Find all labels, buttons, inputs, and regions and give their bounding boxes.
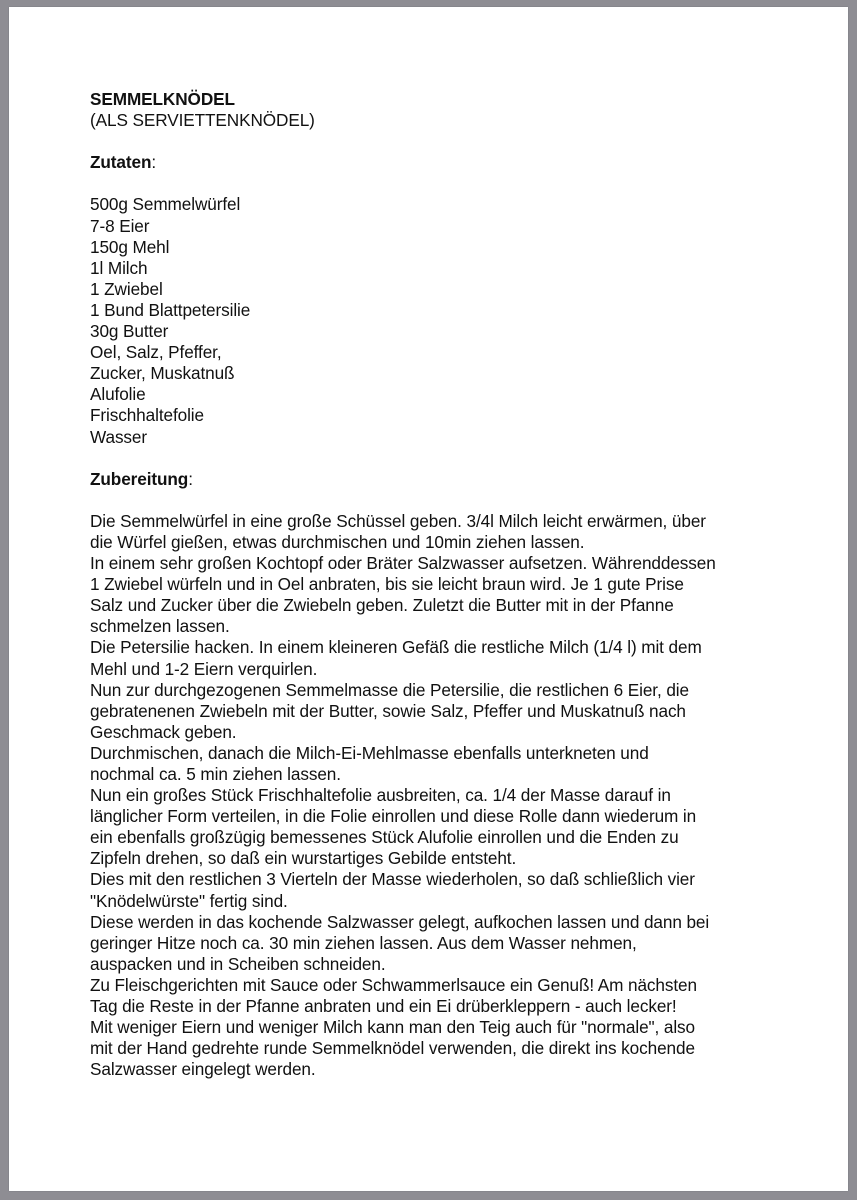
preparation-text xyxy=(90,511,790,1081)
spacer xyxy=(90,448,790,469)
preparation-line: Tag die Reste in der Pfanne anbraten und ein Ei drüberkleppern - auch lecker! xyxy=(90,996,677,1017)
ingredient-item: 7-8 Eier xyxy=(90,215,150,236)
ingredient-item: 1 Zwiebel xyxy=(90,278,163,299)
preparation-line: Zu Fleischgerichten mit Sauce oder Schwammerlsauce ein Genuß! Am nächsten xyxy=(90,974,697,995)
preparation-line: In einem sehr großen Kochtopf oder Bräter Salzwasser aufsetzen. Währenddessen xyxy=(90,553,716,574)
ingredient-item: Zucker, Muskatnuß xyxy=(90,363,235,384)
preparation-line: Mehl und 1-2 Eiern verquirlen. xyxy=(90,658,318,679)
preparation-line: schmelzen lassen. xyxy=(90,616,230,637)
ingredient-item: Wasser xyxy=(90,426,148,447)
preparation-line: die Würfel gießen, etwas durchmischen und 10min ziehen lassen. xyxy=(90,531,585,552)
ingredients-heading-colon: : xyxy=(151,152,157,173)
recipe-subtitle: (ALS SERVIETTENKNÖDEL) xyxy=(90,110,315,131)
preparation-heading xyxy=(90,469,790,490)
preparation-line: Die Semmelwürfel in eine große Schüssel geben. 3/4l Milch leicht erwärmen, über xyxy=(90,510,706,531)
preparation-line: "Knödelwürste" fertig sind. xyxy=(90,890,288,911)
ingredient-item: Oel, Salz, Pfeffer, xyxy=(90,342,222,363)
preparation-line: Die Petersilie hacken. In einem kleineren Gefäß die restliche Milch (1/4 l) mit dem xyxy=(90,637,702,658)
preparation-line: mit der Hand gedrehte runde Semmelknödel verwenden, die direkt ins kochende xyxy=(90,1038,695,1059)
preparation-line: Nun zur durchgezogenen Semmelmasse die Petersilie, die restlichen 6 Eier, die xyxy=(90,679,689,700)
preparation-line: ein ebenfalls großzügig bemessenes Stück Alufolie einrollen und die Enden zu xyxy=(90,827,679,848)
spacer xyxy=(90,173,790,194)
recipe-title: SEMMELKNÖDEL xyxy=(90,89,235,109)
ingredients-list xyxy=(90,194,790,447)
preparation-line: Mit weniger Eiern und weniger Milch kann man den Teig auch für "normale", also xyxy=(90,1017,696,1038)
ingredient-item: 30g Butter xyxy=(90,321,169,342)
ingredients-heading xyxy=(90,152,790,173)
preparation-line: auspacken und in Scheiben schneiden. xyxy=(90,953,386,974)
preparation-line: Zipfeln drehen, so daß ein wurstartiges Gebilde entsteht. xyxy=(90,848,517,869)
preparation-line: Nun ein großes Stück Frischhaltefolie ausbreiten, ca. 1/4 der Masse darauf in xyxy=(90,785,671,806)
preparation-line: gebratenenen Zwiebeln mit der Butter, sowie Salz, Pfeffer und Muskatnuß nach xyxy=(90,700,686,721)
ingredient-item: 500g Semmelwürfel xyxy=(90,194,241,215)
preparation-line: Salzwasser eingelegt werden. xyxy=(90,1059,316,1080)
spacer xyxy=(90,490,790,511)
ingredient-item: 1 Bund Blattpetersilie xyxy=(90,299,251,320)
preparation-line: 1 Zwiebel würfeln und in Oel anbraten, bis sie leicht braun wird. Je 1 gute Prise xyxy=(90,574,684,595)
preparation-heading-colon: : xyxy=(188,468,193,489)
preparation-line: Dies mit den restlichen 3 Vierteln der Masse wiederholen, so daß schließlich vier xyxy=(90,869,695,890)
preparation-line: Geschmack geben. xyxy=(90,721,237,742)
preparation-line: länglicher Form verteilen, in die Folie einrollen und diese Rolle dann wiederum in xyxy=(90,806,697,827)
spacer xyxy=(90,131,790,152)
preparation-line: Salz und Zucker über die Zwiebeln geben. Zuletzt die Butter mit in der Pfanne xyxy=(90,595,674,616)
preparation-heading-text: Zubereitung xyxy=(90,468,189,489)
preparation-line: Diese werden in das kochende Salzwasser gelegt, aufkochen lassen und dann bei xyxy=(90,911,710,932)
ingredients-heading-text: Zutaten xyxy=(90,152,152,173)
preparation-line: Durchmischen, danach die Milch-Ei-Mehlmasse ebenfalls unterkneten und xyxy=(90,742,649,763)
preparation-line: geringer Hitze noch ca. 30 min ziehen lassen. Aus dem Wasser nehmen, xyxy=(90,932,637,953)
ingredient-item: 1l Milch xyxy=(90,257,148,278)
ingredient-item: Frischhaltefolie xyxy=(90,405,204,426)
ingredient-item: 150g Mehl xyxy=(90,236,170,257)
preparation-line: nochmal ca. 5 min ziehen lassen. xyxy=(90,764,341,784)
recipe-content xyxy=(90,89,790,1080)
document-page xyxy=(9,7,848,1191)
ingredient-item: Alufolie xyxy=(90,384,146,405)
